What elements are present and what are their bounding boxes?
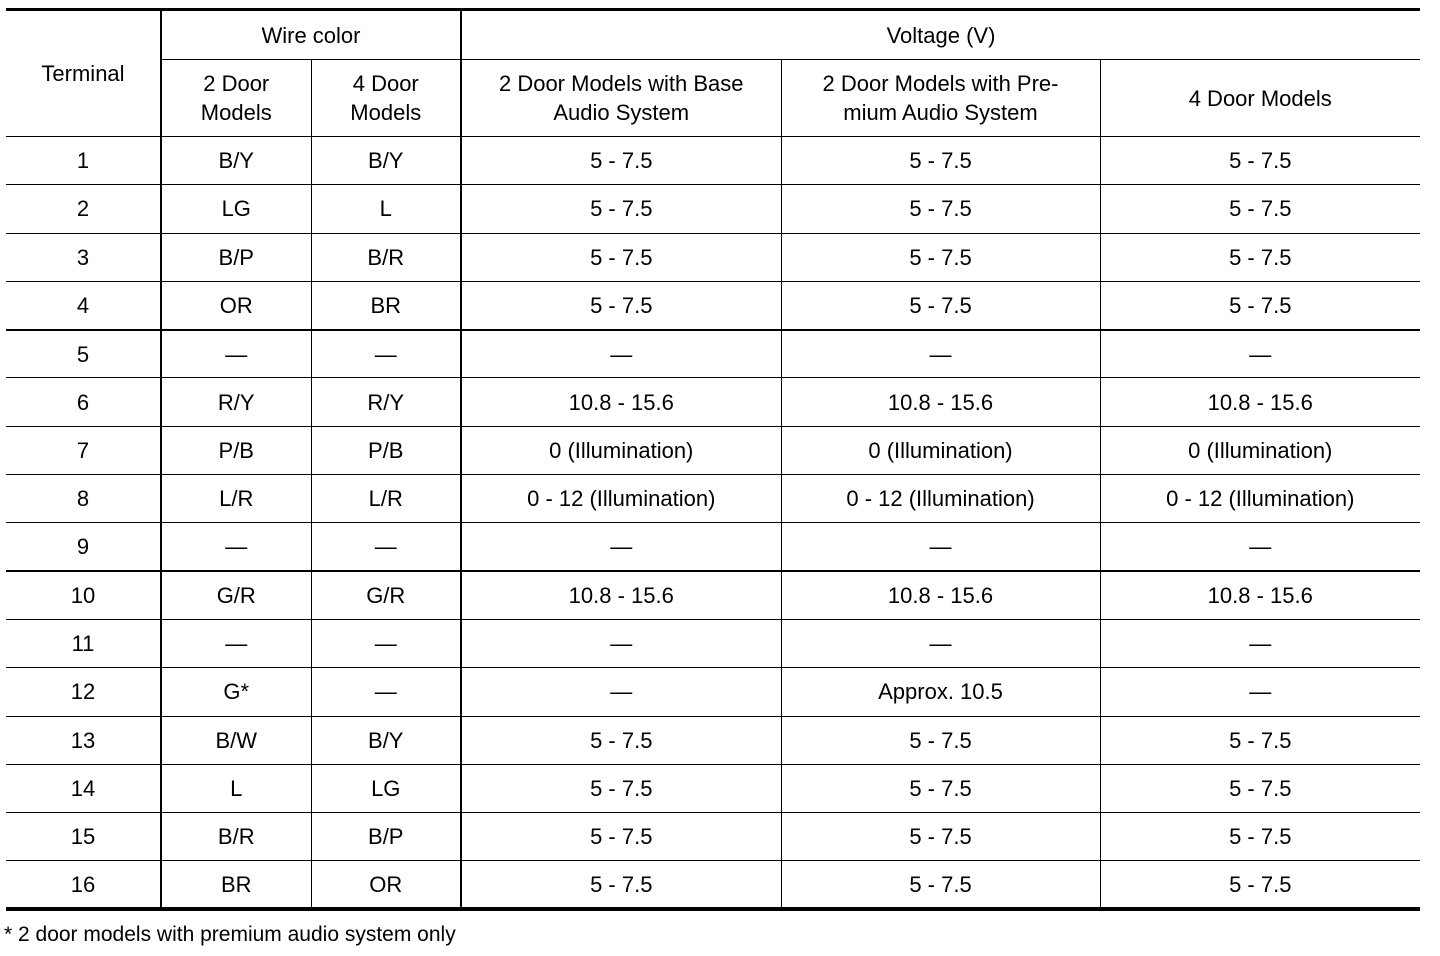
table-row (6, 813, 1420, 861)
cell-wire-2-door: L/R (161, 475, 311, 523)
cell-voltage-2-door-premium: 5 - 7.5 (781, 281, 1100, 329)
cell-voltage-2-door-premium: 5 - 7.5 (781, 716, 1100, 764)
cell-wire-4-door: LG (311, 764, 461, 812)
cell-voltage-2-door-base: 5 - 7.5 (461, 281, 781, 329)
table-row (6, 716, 1420, 764)
cell-voltage-4-door: — (1100, 523, 1420, 571)
cell-voltage-4-door: 5 - 7.5 (1100, 813, 1420, 861)
table-row (6, 330, 1420, 378)
cell-voltage-4-door: 5 - 7.5 (1100, 281, 1420, 329)
cell-wire-4-door: — (311, 619, 461, 667)
cell-voltage-4-door: 5 - 7.5 (1100, 137, 1420, 185)
header-voltage-4-door: 4 Door Models (1100, 60, 1420, 137)
cell-wire-4-door: B/P (311, 813, 461, 861)
table-row (6, 764, 1420, 812)
header-wire-color: Wire color (161, 10, 461, 60)
cell-wire-2-door: — (161, 523, 311, 571)
cell-terminal: 10 (6, 571, 161, 619)
cell-terminal: 2 (6, 185, 161, 233)
cell-wire-4-door: OR (311, 861, 461, 909)
cell-voltage-2-door-base: 0 (Illumination) (461, 426, 781, 474)
cell-voltage-2-door-base: 5 - 7.5 (461, 716, 781, 764)
cell-voltage-2-door-premium: Approx. 10.5 (781, 668, 1100, 716)
cell-voltage-2-door-premium: 0 (Illumination) (781, 426, 1100, 474)
table-row (6, 619, 1420, 667)
table-row (6, 137, 1420, 185)
cell-voltage-2-door-base: 5 - 7.5 (461, 764, 781, 812)
cell-voltage-2-door-base: — (461, 619, 781, 667)
cell-voltage-2-door-premium: — (781, 619, 1100, 667)
cell-voltage-2-door-premium: 5 - 7.5 (781, 137, 1100, 185)
cell-voltage-2-door-base: 10.8 - 15.6 (461, 571, 781, 619)
cell-voltage-2-door-premium: 0 - 12 (Illumination) (781, 475, 1100, 523)
cell-voltage-4-door: 5 - 7.5 (1100, 185, 1420, 233)
cell-wire-2-door: R/Y (161, 378, 311, 426)
cell-wire-4-door: — (311, 330, 461, 378)
cell-voltage-2-door-premium: 5 - 7.5 (781, 233, 1100, 281)
cell-terminal: 7 (6, 426, 161, 474)
cell-voltage-4-door: 10.8 - 15.6 (1100, 571, 1420, 619)
header-voltage-2-door-premium: 2 Door Models with Pre- mium Audio System (781, 60, 1100, 137)
cell-wire-4-door: L/R (311, 475, 461, 523)
table-row (6, 185, 1420, 233)
table-body (6, 137, 1420, 910)
header-terminal: Terminal (6, 10, 161, 137)
cell-voltage-4-door: 0 - 12 (Illumination) (1100, 475, 1420, 523)
table-row (6, 523, 1420, 571)
cell-wire-2-door: P/B (161, 426, 311, 474)
cell-terminal: 6 (6, 378, 161, 426)
terminal-voltage-table (6, 8, 1420, 911)
cell-terminal: 9 (6, 523, 161, 571)
cell-voltage-2-door-premium: — (781, 330, 1100, 378)
cell-terminal: 1 (6, 137, 161, 185)
cell-voltage-2-door-base: — (461, 523, 781, 571)
cell-voltage-4-door: — (1100, 668, 1420, 716)
header-wire-2-door: 2 Door Models (161, 60, 311, 137)
cell-wire-4-door: L (311, 185, 461, 233)
header-voltage-2-door-base: 2 Door Models with Base Audio System (461, 60, 781, 137)
cell-wire-4-door: B/R (311, 233, 461, 281)
cell-wire-4-door: P/B (311, 426, 461, 474)
cell-wire-2-door: B/Y (161, 137, 311, 185)
cell-voltage-2-door-premium: 5 - 7.5 (781, 813, 1100, 861)
cell-voltage-2-door-premium: 5 - 7.5 (781, 185, 1100, 233)
cell-terminal: 14 (6, 764, 161, 812)
cell-wire-2-door: G* (161, 668, 311, 716)
cell-terminal: 15 (6, 813, 161, 861)
cell-voltage-2-door-premium: — (781, 523, 1100, 571)
table-row (6, 861, 1420, 909)
cell-wire-2-door: L (161, 764, 311, 812)
cell-voltage-2-door-base: 5 - 7.5 (461, 861, 781, 909)
cell-wire-4-door: — (311, 523, 461, 571)
cell-terminal: 5 (6, 330, 161, 378)
cell-wire-2-door: B/R (161, 813, 311, 861)
cell-wire-2-door: BR (161, 861, 311, 909)
table-row (6, 668, 1420, 716)
cell-wire-4-door: G/R (311, 571, 461, 619)
cell-voltage-2-door-base: 10.8 - 15.6 (461, 378, 781, 426)
cell-voltage-4-door: — (1100, 619, 1420, 667)
cell-voltage-2-door-base: 5 - 7.5 (461, 185, 781, 233)
cell-wire-4-door: B/Y (311, 716, 461, 764)
cell-voltage-2-door-base: — (461, 668, 781, 716)
table-row (6, 378, 1420, 426)
cell-voltage-2-door-premium: 5 - 7.5 (781, 764, 1100, 812)
cell-voltage-2-door-base: 0 - 12 (Illumination) (461, 475, 781, 523)
table-row (6, 475, 1420, 523)
cell-wire-2-door: B/P (161, 233, 311, 281)
cell-wire-2-door: G/R (161, 571, 311, 619)
cell-voltage-4-door: 5 - 7.5 (1100, 764, 1420, 812)
cell-voltage-2-door-premium: 10.8 - 15.6 (781, 378, 1100, 426)
cell-terminal: 11 (6, 619, 161, 667)
cell-wire-4-door: B/Y (311, 137, 461, 185)
cell-wire-2-door: LG (161, 185, 311, 233)
cell-terminal: 3 (6, 233, 161, 281)
cell-voltage-2-door-base: 5 - 7.5 (461, 813, 781, 861)
cell-terminal: 12 (6, 668, 161, 716)
header-wire-4-door: 4 Door Models (311, 60, 461, 137)
cell-wire-2-door: — (161, 619, 311, 667)
cell-wire-2-door: B/W (161, 716, 311, 764)
footnote: * 2 door models with premium audio system only (4, 923, 456, 946)
table-row (6, 281, 1420, 329)
table-row (6, 571, 1420, 619)
cell-voltage-4-door: 5 - 7.5 (1100, 861, 1420, 909)
cell-voltage-4-door: 5 - 7.5 (1100, 716, 1420, 764)
cell-terminal: 8 (6, 475, 161, 523)
cell-terminal: 13 (6, 716, 161, 764)
cell-voltage-4-door: 10.8 - 15.6 (1100, 378, 1420, 426)
cell-wire-4-door: BR (311, 281, 461, 329)
cell-voltage-4-door: 0 (Illumination) (1100, 426, 1420, 474)
cell-terminal: 16 (6, 861, 161, 909)
cell-wire-2-door: — (161, 330, 311, 378)
cell-voltage-2-door-base: 5 - 7.5 (461, 233, 781, 281)
cell-voltage-4-door: — (1100, 330, 1420, 378)
cell-wire-4-door: — (311, 668, 461, 716)
cell-terminal: 4 (6, 281, 161, 329)
cell-wire-2-door: OR (161, 281, 311, 329)
header-voltage: Voltage (V) (461, 10, 1420, 60)
cell-voltage-2-door-base: 5 - 7.5 (461, 137, 781, 185)
cell-voltage-2-door-base: — (461, 330, 781, 378)
cell-voltage-2-door-premium: 5 - 7.5 (781, 861, 1100, 909)
cell-voltage-2-door-premium: 10.8 - 15.6 (781, 571, 1100, 619)
table-row (6, 426, 1420, 474)
cell-wire-4-door: R/Y (311, 378, 461, 426)
cell-voltage-4-door: 5 - 7.5 (1100, 233, 1420, 281)
table-row (6, 233, 1420, 281)
